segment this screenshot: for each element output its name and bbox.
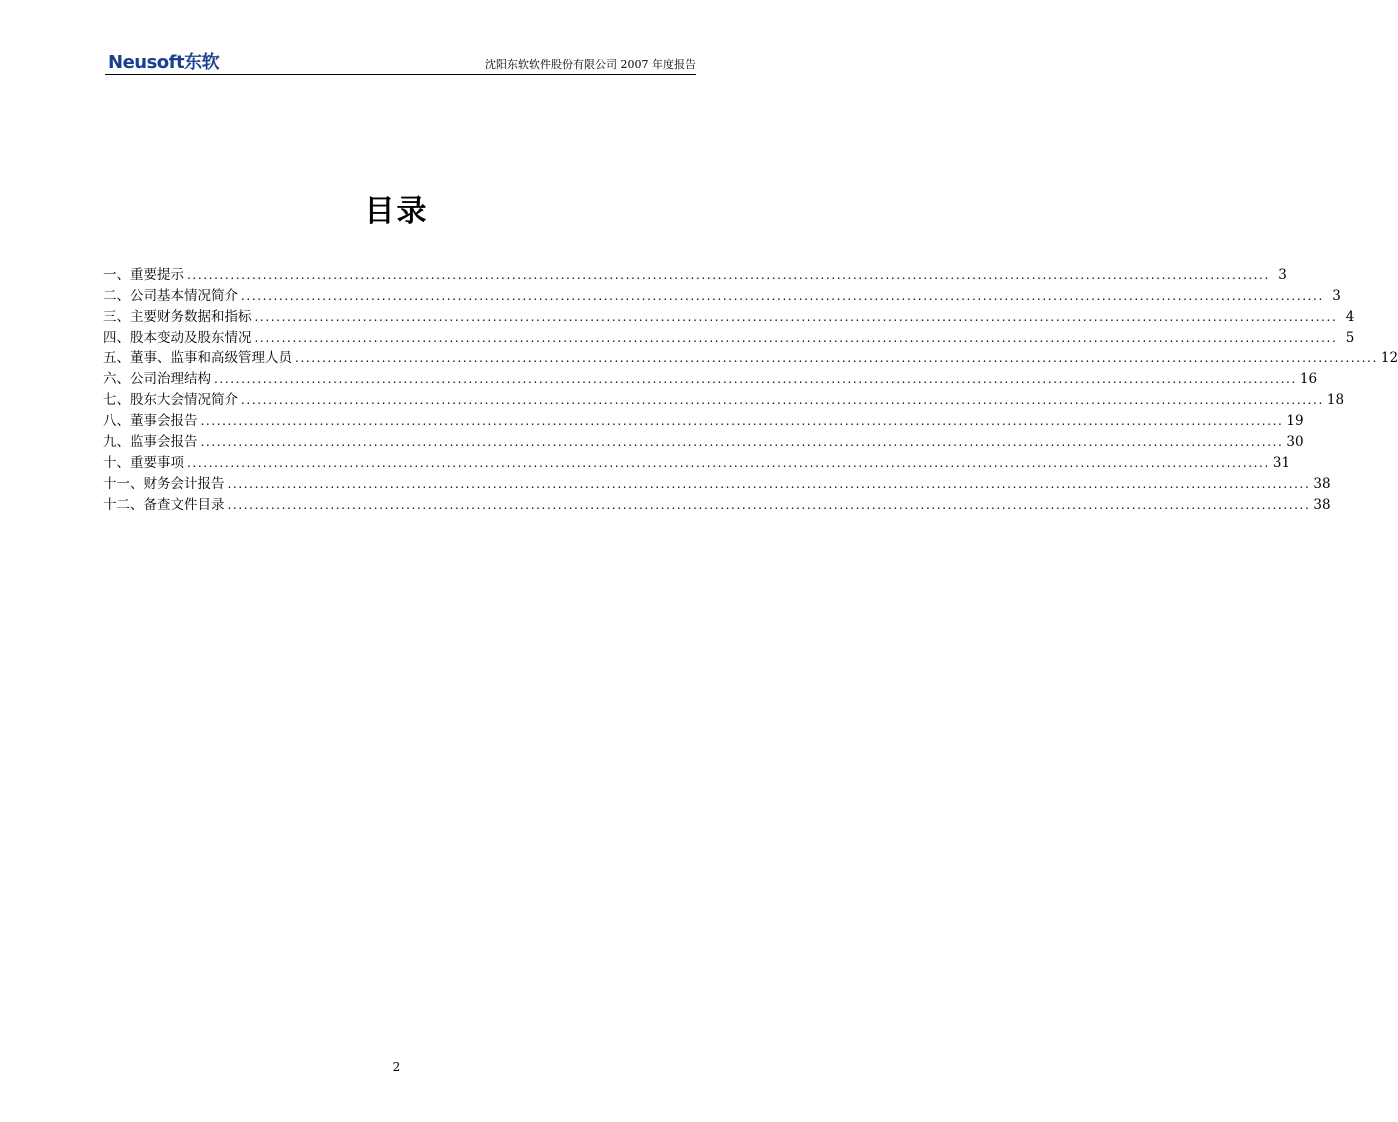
toc-entry-label: 七、股东大会情况简介 bbox=[103, 392, 238, 409]
toc-entry-page: 38 bbox=[1313, 475, 1331, 492]
toc-entry[interactable] bbox=[103, 452, 1291, 473]
toc-entry-page: 3 bbox=[1278, 266, 1287, 283]
toc-entry[interactable] bbox=[103, 389, 1345, 410]
toc-entry[interactable] bbox=[103, 368, 1318, 389]
toc-entry-page: 12 bbox=[1380, 350, 1398, 367]
toc-entry-label: 十二、备查文件目录 bbox=[103, 496, 225, 513]
toc-entry[interactable] bbox=[103, 494, 1331, 515]
toc-entry-label: 三、主要财务数据和指标 bbox=[103, 308, 252, 325]
header-report-title: 沈阳东软软件股份有限公司 2007 年度报告 bbox=[485, 58, 696, 71]
toc-leader-dots: ........................................................................................................................................................................................................ bbox=[227, 497, 1311, 512]
toc-entry-page: 4 bbox=[1345, 308, 1355, 325]
toc-entry[interactable] bbox=[103, 348, 1398, 369]
toc-entry-page: 3 bbox=[1332, 287, 1341, 304]
page-header bbox=[105, 44, 696, 75]
page-number: 2 bbox=[392, 1060, 401, 1074]
toc-entry-label: 十一、财务会计报告 bbox=[103, 475, 225, 492]
toc-entry-page: 31 bbox=[1272, 454, 1291, 471]
neusoft-logo: Neusoft东软 bbox=[108, 52, 220, 73]
toc-entry-label: 五、董事、监事和高级管理人员 bbox=[103, 350, 292, 367]
toc-entry[interactable] bbox=[103, 264, 1287, 285]
toc-leader-dots: ........................................................................................................................................................................................................ bbox=[241, 393, 1324, 408]
toc-entry-label: 一、重要提示 bbox=[103, 266, 184, 283]
toc-leader-dots: ........................................................................................................................................................................................................ bbox=[200, 435, 1284, 450]
toc-entry-page: 19 bbox=[1286, 413, 1304, 430]
toc-entry[interactable] bbox=[103, 473, 1331, 494]
table-of-contents bbox=[103, 264, 1398, 515]
toc-leader-dots: ........................................................................................................................................................................................................ bbox=[241, 288, 1324, 303]
toc-entry[interactable] bbox=[103, 306, 1355, 327]
toc-entry-label: 九、监事会报告 bbox=[103, 434, 198, 451]
toc-entry[interactable] bbox=[103, 431, 1304, 452]
toc-leader-dots: ........................................................................................................................................................................................................ bbox=[254, 309, 1338, 324]
toc-leader-dots: ........................................................................................................................................................................................................ bbox=[187, 267, 1270, 282]
toc-leader-dots: ........................................................................................................................................................................................................ bbox=[214, 372, 1297, 387]
toc-entry[interactable] bbox=[103, 410, 1304, 431]
toc-entry-page: 18 bbox=[1326, 392, 1345, 409]
toc-entry[interactable] bbox=[103, 327, 1355, 348]
toc-entry-page: 5 bbox=[1345, 329, 1355, 346]
toc-title: 目录 bbox=[364, 194, 429, 229]
toc-entry-label: 四、股本变动及股东情况 bbox=[103, 329, 252, 346]
toc-leader-dots: ........................................................................................................................................................................................................ bbox=[187, 455, 1270, 470]
toc-leader-dots: ........................................................................................................................................................................................................ bbox=[200, 414, 1284, 429]
toc-entry-page: 38 bbox=[1313, 496, 1331, 513]
toc-entry-label: 二、公司基本情况简介 bbox=[103, 287, 238, 304]
toc-entry-label: 十、重要事项 bbox=[103, 454, 184, 471]
toc-entry-page: 16 bbox=[1299, 371, 1318, 388]
toc-entry-label: 八、董事会报告 bbox=[103, 413, 198, 430]
toc-entry-page: 30 bbox=[1286, 434, 1304, 451]
toc-entry-label: 六、公司治理结构 bbox=[103, 371, 211, 388]
toc-leader-dots: ........................................................................................................................................................................................................ bbox=[227, 476, 1311, 491]
toc-leader-dots: ........................................................................................................................................................................................................ bbox=[295, 351, 1378, 366]
toc-entry[interactable] bbox=[103, 285, 1341, 306]
toc-leader-dots: ........................................................................................................................................................................................................ bbox=[254, 330, 1338, 345]
